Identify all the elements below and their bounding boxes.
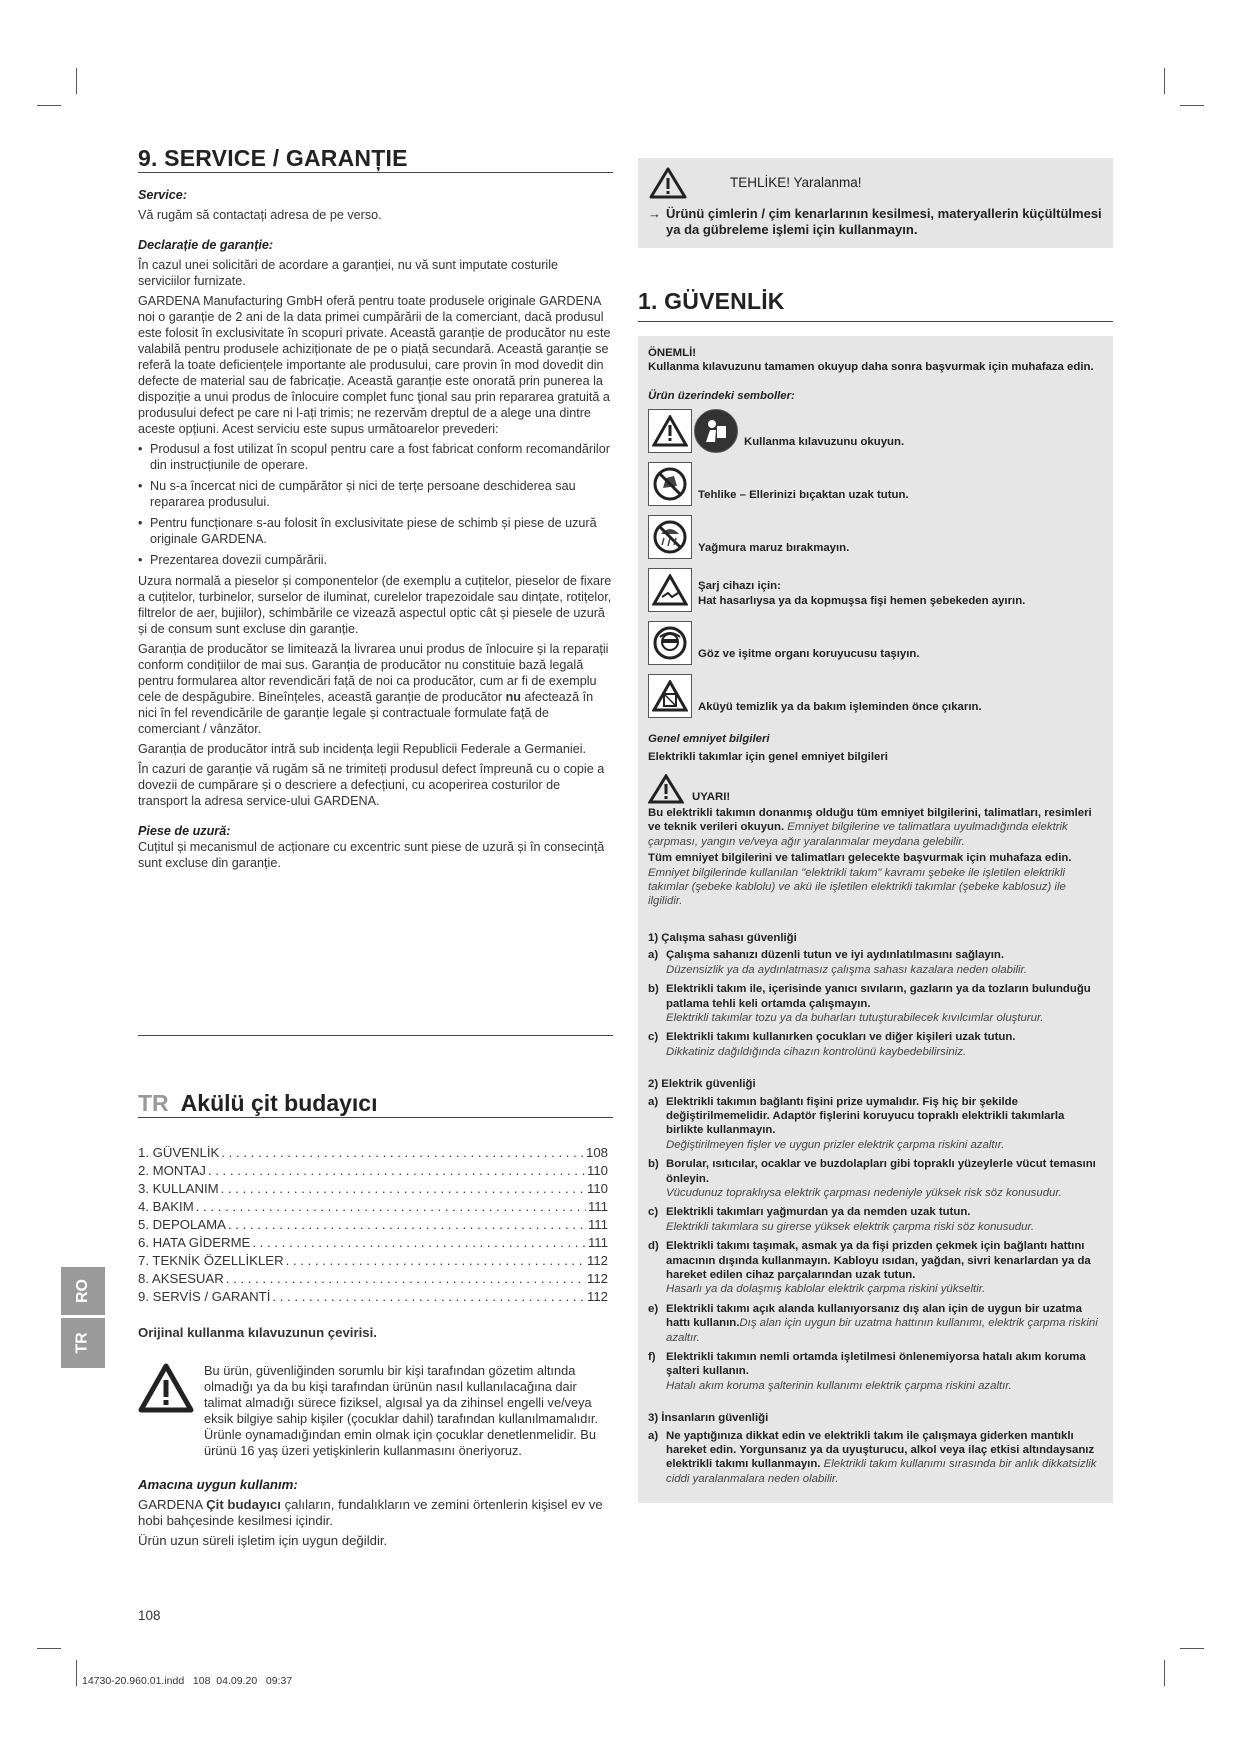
symbol-row (648, 568, 1103, 612)
product-title: TR Akülü çit budayıcı (138, 1095, 613, 1118)
declaration-heading: Declarație de garanție: (138, 238, 274, 252)
warning-text-2: Tüm emniyet bilgilerini ve talimatları gelecekte başvurmak için muhafaza edin. Emniyet bilgilerinde kullanılan "elektrikli takım" kavramı şebeke ile işletilen elektrikli takımlar (şebeke kablolu) ve akü ile işletilen elektrikli takımlar (şebeke kablosuz) ile ilgilidir. (648, 852, 1072, 908)
wear-paragraph: Uzura normală a pieselor și componentelor (de exemplu a cuțitelor, pieselor de fixare a cuțitelor, turbinelor, surselor de iluminat, curelelor trapezoidale sau dințate, rotițelor, filtrelor de aer, bujiilor), schimbările ce vizează aspectul optic cât și piesele de uzură și de consum sunt excluse din garanție. (138, 574, 612, 636)
important-text: Kullanma kılavuzunu tamamen okuyup daha sonra başvurmak için muhafaza edin. (648, 361, 1094, 374)
danger-text: Ürünü çimlerin / çim kenarlarının kesilmesi, materyallerin küçültülmesi ya da gübreleme işlemi için kullanmayın. (666, 206, 1102, 237)
crop-mark (1164, 1660, 1165, 1686)
danger-box (638, 158, 1113, 248)
symbol-subtext: Hat hasarlıysa ya da kopmuşsa fişi hemen şebekeden ayırın. (698, 594, 1026, 607)
list-item: e) Elektrikli takımı açık alanda kullanıyorsanız dış alan için de uygun bir uzatma hattı kullanın.Dış alan için uygun bir uzatma hattının kullanımı, elektrik çarpma riskini azaltır. (648, 1302, 1098, 1344)
section-title: 3) İnsanların güvenliği (648, 1412, 769, 1425)
list-item: d) Elektrikli takımı taşımak, asmak ya da fişi prizden çekmek için bağlantı hattını amacının dışında kullanmayın. Kabloyu ısıdan, yağdan, sivri kenarlardan ya da hareket edilen cihaz parçalarından uzak tutun. Hasarlı ya da dolaşmış kablolar elektrik çarpma riskini yükseltir. (648, 1240, 1091, 1296)
toc-item[interactable]: 6. HATA GİDERME . . . 111 (138, 1235, 608, 1253)
symbol-text: Tehlike – Ellerinizi bıçaktan uzak tutun. (698, 488, 909, 501)
law-paragraph: Garanția de producător intră sub incidența legii Republicii Federale a Germaniei. (138, 742, 587, 756)
section-list (648, 1429, 1103, 1487)
list-item: b) Elektrikli takım ile, içerisinde yanıcı sıvıların, gazların ya da tozların bulunduğu patlama tehli keli ortamda çalışmayın. Elektrikli takımlar tozu ya da buharları tutuşturabilecek kıvılcımlar oluşturur. (648, 983, 1091, 1024)
service-heading: Service: (138, 188, 188, 202)
toc-item[interactable]: 4. BAKIM . . . 111 (138, 1199, 608, 1217)
symbol-text: Göz ve işitme organı koruyucusu taşıyın. (698, 647, 920, 660)
list-item: • Produsul a fost utilizat în scopul pentru care a fost fabricat conform recomandărilor din instrucțiunile de operare. (138, 441, 613, 473)
crop-mark (1164, 68, 1165, 94)
toc-item[interactable]: 2. MONTAJ . . . 110 (138, 1163, 608, 1181)
symbol-row (648, 409, 1103, 453)
crop-mark (37, 105, 61, 106)
general-safety-heading: Genel emniyet bilgileri (648, 733, 770, 746)
toc-item[interactable]: 1. GÜVENLİK . . . 108 (138, 1145, 608, 1163)
intended-use-note: Ürün uzun süreli işletim için uygun değildir. (138, 1533, 388, 1548)
send-paragraph: În cazuri de garanție vă rugăm să ne trimiteți produsul defect împreună cu o copie a dovezii de cumpărare și o descriere a defecțiuni, cu acoperirea costurilor de transport la adresa service-ului GARDENA. (138, 762, 605, 808)
unplug-icon (648, 568, 692, 612)
right-column (638, 158, 1113, 1503)
warning-block: Bu ürün, güvenliğinden sorumlu bir kişi tarafından gözetim altında olmadığı ya da bu kişi tarafından ürünün nasıl kullanılacağına dair talimat almadığı sürece fiziksel, algısal ya da zihinsel engelli ve/veya eksik bilgiye sahip kişiler (çocuklar dahil) tarafından kullanılmamalıdır. Ürünle oynamadığından emin olmak için çocuklar denetlenmelidir. Bu ürünü 16 yaş üzeri yetişkinlerin kullanmasını öneriyoruz. (138, 1363, 608, 1459)
toc-item[interactable]: 3. KULLANIM . . . 110 (138, 1181, 608, 1199)
crop-mark (76, 1660, 77, 1686)
danger-title: TEHLİKE! Yaralanma! (730, 175, 862, 190)
symbol-text: Şarj cihazı için: (698, 580, 781, 593)
no-rain-icon (648, 515, 692, 559)
symbol-text: Kullanma kılavuzunu okuyun. (744, 435, 905, 448)
safety-box (638, 336, 1113, 1503)
list-item: b) Borular, ısıtıcılar, ocaklar ve buzdolapları gibi topraklı yüzeylerle vücut temasını önleyin. Vücudunuz topraklıysa elektrik çarpması nedeniyle yüksek risk söz konusudur. (648, 1158, 1096, 1199)
crop-mark (1180, 1648, 1204, 1649)
list-item: • Nu s-a încercat nici de cumpărător și nici de terțe persoane deschiderea sau repararea produsului. (138, 478, 613, 510)
read-manual-icon (694, 409, 738, 453)
tab-tr: TR (61, 1318, 105, 1368)
intended-use-heading: Amacına uygun kullanım: (138, 1477, 298, 1492)
crop-mark (37, 1648, 61, 1649)
remove-battery-icon (648, 674, 692, 718)
symbol-row (648, 674, 1103, 718)
symbols-heading: Ürün üzerindeki semboller: (648, 389, 795, 402)
toc-item[interactable]: 7. TEKNİK ÖZELLİKLER . . . 112 (138, 1253, 608, 1271)
intended-use-text: GARDENA Çit budayıcı çalıların, fundalıkların ve zemini örtenlerin kişisel ev ve hobi bahçesinde kesilmesi içindir. (138, 1497, 603, 1528)
translation-note: Orijinal kullanma kılavuzunun çevirisi. (138, 1325, 377, 1340)
symbol-row (648, 515, 1103, 559)
tab-ro: RO (61, 1267, 105, 1315)
warning-text-1: Bu elektrikli takımın donanmış olduğu tüm emniyet bilgilerini, talimatları, resimleri ve teknik verileri okuyun. Emniyet bilgilerine ve talimatlara uyulmadığında elektrik çarpması, yangın ve/veya ağır yaralanmalar meydana gelebilir. (648, 807, 1092, 848)
table-of-contents (138, 1145, 608, 1549)
toc-item[interactable]: 8. AKSESUAR . . . 112 (138, 1271, 608, 1289)
list-item: • Prezentarea dovezii cumpărării. (138, 552, 613, 568)
warning-label: UYARI! (648, 774, 1103, 804)
toc-item[interactable]: 9. SERVİS / GARANTİ . . . 112 (138, 1289, 608, 1307)
page-number: 108 (138, 1608, 161, 1623)
section-list (648, 1095, 1103, 1394)
warning-triangle-icon (138, 1363, 194, 1413)
arrow-icon: → (648, 206, 661, 221)
conditions-list (138, 441, 613, 568)
toc-item[interactable]: 5. DEPOLAMA . . . 111 (138, 1217, 608, 1235)
safety-title: 1. GÜVENLİK (638, 288, 1113, 322)
imprint: 14730-20.960.01.indd 108 04.09.20 09:37 (82, 1675, 293, 1687)
warning-icon (648, 409, 692, 453)
warning-triangle-icon (648, 774, 684, 804)
list-item: a) Elektrikli takımın bağlantı fişini prize uymalıdır. Fiş hiç bir şekilde değiştirilmemelidir. Adaptör fişlerini koruyucu topraklı elektrikli takımlarla birlikte kullanmayın. Değiştirilmeyen fişler ve uygun prizler elektrik çarpma riskini azaltır. (648, 1095, 1065, 1151)
section-list (648, 948, 1103, 1059)
crop-mark (76, 68, 77, 94)
list-item: c) Elektrikli takımları yağmurdan ya da nemden uzak tutun. Elektrikli takımlara su girerse yüksek elektrik çarpma riski söz konusudur. (648, 1206, 1034, 1233)
divider (138, 1035, 613, 1036)
symbol-row (648, 621, 1103, 665)
list-item: a) Ne yaptığınıza dikkat edin ve elektrikli takım ile çalışmaya giderken mantıklı hareket edin. Yorgunsanız ya da uyuşturucu, alkol veya ilaç etkisi altındaysanız elektrikli takımı kullanmayın. Elektrikli takım kullanımı sırasında bir anlık dikkatsizlik ciddi yaralanmalara neden olabilir. (648, 1429, 1097, 1485)
section-title: 2) Elektrik güvenliği (648, 1078, 756, 1091)
list-item: c) Elektrikli takımı kullanırken çocukları ve diğer kişileri uzak tutun. Dikkatiniz dağıldığında cihazın kontrolünü kaybedebilirsiniz. (648, 1031, 1016, 1058)
general-safety-text: Elektrikli takımlar için genel emniyet bilgileri (648, 750, 888, 763)
section-title: 1) Çalışma sahası güvenliği (648, 931, 797, 944)
service-title: 9. SERVICE / GARANȚIE (138, 150, 613, 173)
important-heading: ÖNEMLİ! (648, 347, 697, 359)
wear-parts-heading: Piese de uzură: (138, 824, 231, 838)
symbol-text: Yağmura maruz bırakmayın. (698, 541, 850, 554)
declaration-text-1: În cazul unei solicitări de acordare a garanției, nu vă sunt imputate costurile serviciilor furnizate. (138, 258, 559, 288)
eye-ear-protection-icon (648, 621, 692, 665)
keep-hands-away-icon (648, 462, 692, 506)
crop-mark (1180, 105, 1204, 106)
limitation-paragraph: Garanția de producător se limitează la livrarea unui produs de înlocuire și la reparații conform condițiilor de mai sus. Garanția de producător nu constituie bază legală pentru formularea altor revendicări față de noi ca producător, cum ar fi de exemplu cele de despăgubire. Bineînțeles, această garanție de producător nu afectează în nici în fel revendicările de garanție legale și contractuale formulate față de comerciant / vânzător. (138, 642, 609, 736)
wear-parts-text: Cuțitul și mecanismul de acționare cu excentric sunt piese de uzură și în consecință sunt excluse din garanție. (138, 840, 605, 870)
service-text: Vă rugăm să contactați adresa de pe verso. (138, 208, 382, 222)
list-item: • Pentru funcționare s-au folosit în exclusivitate piese de schimb și piese de uzură originale GARDENA. (138, 515, 613, 547)
list-item: a) Çalışma sahanızı düzenli tutun ve iyi aydınlatılmasını sağlayın. Düzensizlik ya da aydınlatmasız çalışma sahası kazalara neden olabilir. (648, 949, 1028, 976)
symbol-text: Aküyü temizlik ya da bakım işleminden önce çıkarın. (698, 700, 982, 713)
declaration-text-2: GARDENA Manufacturing GmbH oferă pentru toate produsele originale GARDENA noi o garanție de 2 ani de la data primei cumpărării de la comerciant, dacă produsul este folosit în exclusivitate în scopuri private. Această garanție de producător nu este valabilă pentru produsele achiziționate de pe o piață secundară. Această garanție se referă la toate deficiențele importante ale produsului, care provin în mod dovedit din defecte de material sau de fabricație. Această garanție este onorată prin punerea la dispoziție a unui produs de înlocuire complet func ţional sau prin repararea gratuită a produsului defect pe care ni l-ați trimis; ne rezervăm dreptul de a alege una dintre aceste opțiuni. Acest serviciu este supus următoarelor prevederi: (138, 294, 611, 436)
symbol-row (648, 462, 1103, 506)
list-item: f) Elektrikli takımın nemli ortamda işletilmesi önlenemiyorsa hatalı akım koruma şalteri kullanın. Hatalı akım koruma şalterinin kullanımı elektrik çarpma riskini azaltır. (648, 1351, 1086, 1392)
warning-triangle-icon (648, 166, 688, 200)
left-column (138, 145, 613, 1548)
